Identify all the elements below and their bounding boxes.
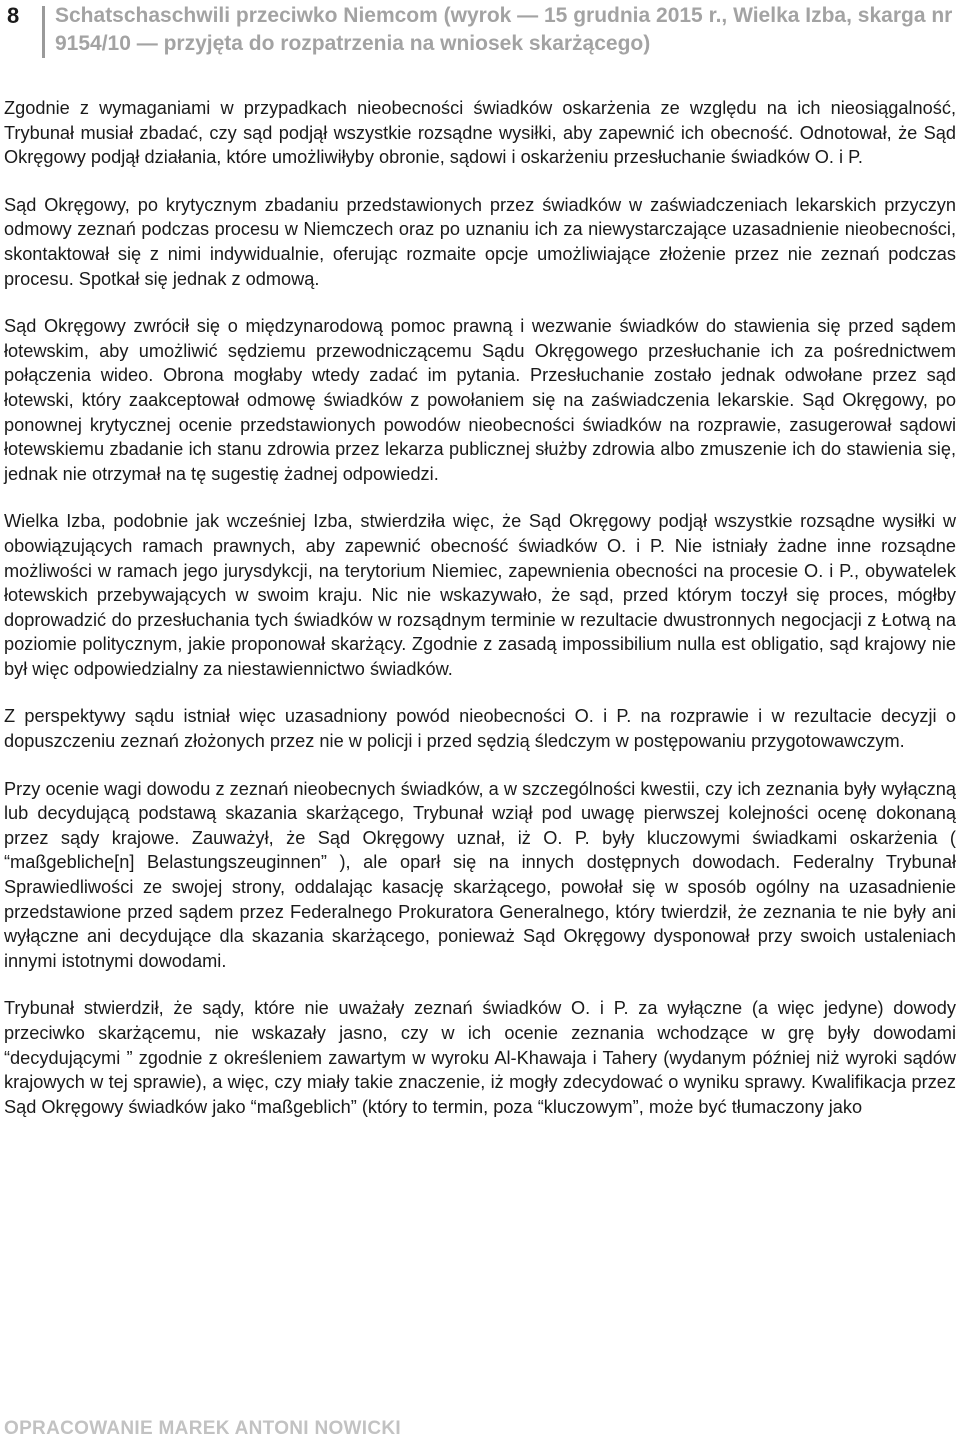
paragraph: Zgodnie z wymaganiami w przypadkach nieobecności świadków oskarżenia ze względu na ich nieosiągalność, Trybunał musiał zbadać, czy sąd podjął wszystkie rozsądne wysiłki, aby zapewnić ich obecność. Odnotował, że Sąd Okręgowy podjął działania, które umożliwiłyby obronie, sądowi i oskarżeniu przesłuchanie świadków O. i P. — [4, 98, 956, 168]
paragraph: Z perspektywy sądu istniał więc uzasadniony powód nieobecności O. i P. na rozprawie i w rezultacie decyzji o dopuszczeniu zeznań złożonych przez nie w policji i przed sędzią śledczym w postępowaniu przygotowawczym. — [4, 706, 956, 752]
paragraph: Przy ocenie wagi dowodu z zeznań nieobecnych świadków, a w szczególności kwestii, czy ich zeznania były wyłączną lub decydującą podstawą skazania skarżącego, Trybunał wziął pod uwagę pierwszej kolejności ocenę dokonaną przez sądy krajowe. Zauważył, że Sąd Okręgowy uznał, iż O. P. były kluczowymi świadkami oskarżenia ( “maßgebliche[n] Belastungszeuginnen” ), ale oparł się na innych dostępnych dowodach. Federalny Trybunał Sprawiedliwości ze swojej strony, oddalając kasację skarżącego, powołał się w sposób ogólny na uzasadnienie przedstawione przed sądem przez Federalnego Prokuratora Generalnego, który twierdził, że zeznania te nie były ani wyłączne ani decydujące dla skazania skarżącego, ponieważ Sąd Okręgowy dysponował przy swoich ustaleniach innymi istotnymi dowodami. — [4, 778, 956, 971]
paragraph: Sąd Okręgowy, po krytycznym zbadaniu przedstawionych przez świadków w zaświadczeniach lekarskich przyczyn odmowy zeznań podczas procesu w Niemczech oraz po uznaniu ich za niewystarczające uzasadnienie nieobecności, skontaktował się z nimi indywidualnie, oferując rozmaite opcje umożliwiające złożenie przez nie zeznań podczas procesu. Spotkał się jednak z odmową. — [4, 194, 956, 289]
running-title: Schatschaschwili przeciwko Niemcom (wyrok — 15 grudnia 2015 r., Wielka Izba, skarga nr 9154/10 — przyjęta do rozpatrzenia na wniosek skarżącego) — [55, 4, 953, 55]
paragraph: Trybunał stwierdził, że sądy, które nie uważały zeznań świadków O. i P. za wyłączne (a więc jedyne) dowody przeciwko skarżącemu, nie wskazały jasno, czy w ich ocenie zeznania wchodzące w grę były dowodami “decydującymi ” zgodnie z określeniem zawartym w wyroku Al-Khawaja i Tahery (wydanym później niż wyroki sądów krajowych w tej sprawie), a więc, czy miały takie znaczenie, iż mogły zdecydować o wyniku sprawy. Kwalifikacja przez Sąd Okręgowy świadków jako “maßgeblich” (który to termin, poza “kluczowym”, może być tłumaczony jako — [4, 998, 956, 1117]
paragraph: Wielka Izba, podobnie jak wcześniej Izba, stwierdziła więc, że Sąd Okręgowy podjął wszystkie rozsądne wysiłki w obowiązujących ramach prawnych, aby zapewnić obecność świadków O. i P. Nie istniały żadne inne rozsądne możliwości w ramach jego jurysdykcji, na terytorium Niemiec, zapewnienia obecności na procesie O. i P., obywatelek łotewskich przebywających w swoim kraju. Nic nie wskazywało, że sąd, przed którym toczył się proces, mógłby doprowadzić do przesłuchania tych świadków w rozsądnym terminie w rezultacie dwustronnych negocjacji z Łotwą na poziomie politycznym, jakie proponował skarżący. Zgodnie z zasadą impossibilium nulla est obligatio, sąd krajowy nie był więc odpowiedzialny za niestawiennictwo świadków. — [4, 511, 956, 679]
paragraph: Sąd Okręgowy zwrócił się o międzynarodową pomoc prawną i wezwanie świadków do stawienia się przed sądem łotewskim, aby umożliwić sędziemu przewodniczącemu Sądu Okręgowego przesłuchanie ich za pośrednictwem połączenia wideo. Obrona mogłaby wtedy zadać im pytania. Przesłuchanie zostało jednak odwołane przez sąd łotewski, który zaakceptował odmowę świadków z powołaniem się na zaświadczenia lekarskie. Sąd Okręgowy, po ponownej krytycznej ocenie przedstawionych powodów nieobecności świadków na rozprawie, zasugerował sądowi łotewskiemu zbadanie ich stanu zdrowia przez lekarza publicznej służby zdrowia albo zmuszenie ich do stawienia się, jednak nie otrzymał na tę sugestię żadnej odpowiedzi. — [4, 316, 956, 484]
header-divider — [42, 6, 45, 58]
page-footer: OPRACOWANIE MAREK ANTONI NOWICKI — [4, 1418, 401, 1439]
page-header — [0, 2, 960, 62]
document-body — [4, 96, 956, 1142]
page-number: 8 — [7, 3, 20, 28]
